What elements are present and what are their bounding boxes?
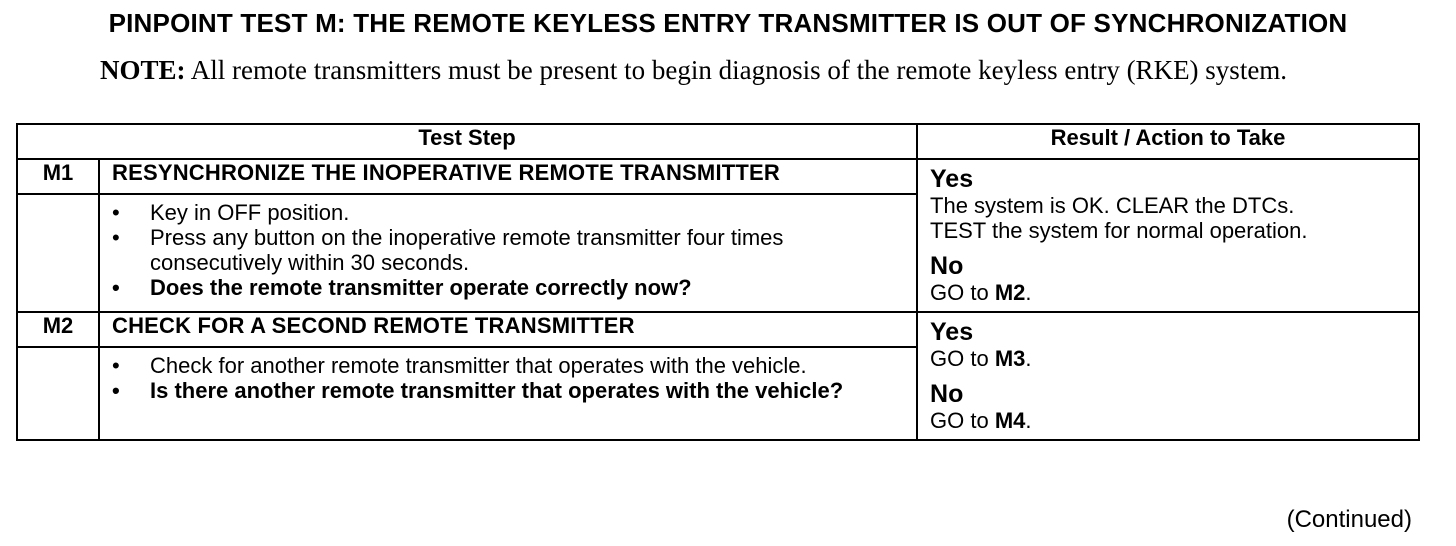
step-reference: M4: [994, 408, 1026, 433]
step-instructions: [99, 347, 917, 440]
result-line: GO to M3.: [930, 346, 1032, 371]
step-m2-title-row: [17, 312, 1419, 347]
result-line: The system is OK. CLEAR the DTCs.: [930, 193, 1295, 218]
list-item: • Key in OFF position.: [112, 200, 350, 225]
bullet-icon: •: [112, 378, 120, 403]
step-m1-title-row: [17, 159, 1419, 194]
step-id-spacer: [17, 194, 99, 312]
step-reference: M3: [994, 346, 1026, 371]
result-line: GO to M4.: [930, 408, 1032, 433]
result-no: [930, 381, 1406, 433]
result-label: No: [930, 252, 964, 280]
step-id-spacer: [17, 347, 99, 440]
result-line: GO to M2.: [930, 280, 1032, 305]
result-line: TEST the system for normal operation.: [930, 218, 1308, 243]
header-result-action: Result / Action to Take: [917, 124, 1419, 159]
list-item-question: • Is there another remote transmitter that operates with the vehicle?: [112, 378, 844, 403]
result-label: Yes: [930, 318, 974, 346]
result-label: Yes: [930, 165, 974, 193]
bullet-icon: •: [112, 225, 120, 250]
bullet-icon: •: [112, 200, 120, 225]
list-item: • Press any button on the inoperative remote transmitter four times consecutively within 30 seconds.: [112, 225, 784, 275]
result-yes: [930, 166, 1406, 243]
result-label: No: [930, 380, 964, 408]
instruction-list: [100, 200, 902, 300]
bullet-icon: •: [112, 353, 120, 378]
step-title: CHECK FOR A SECOND REMOTE TRANSMITTER: [99, 312, 917, 347]
step-instructions: [99, 194, 917, 312]
table-header-row: [17, 124, 1419, 159]
list-item: • Check for another remote transmitter that operates with the vehicle.: [112, 353, 807, 378]
instruction-list: [100, 353, 902, 403]
step-id: M2: [17, 312, 99, 347]
step-title: RESYNCHRONIZE THE INOPERATIVE REMOTE TRANSMITTER: [99, 159, 917, 194]
continued-label: (Continued): [1286, 506, 1412, 533]
result-yes: [930, 319, 1406, 371]
note-paragraph: [100, 55, 1360, 86]
step-id: M1: [17, 159, 99, 194]
header-test-step: Test Step: [17, 124, 917, 159]
note-text: All remote transmitters must be present to begin diagnosis of the remote keyless entry (RKE) system.: [190, 55, 1288, 85]
result-no: [930, 253, 1406, 305]
step-m2-result: [917, 312, 1419, 440]
bullet-icon: •: [112, 275, 120, 300]
page-title: PINPOINT TEST M: THE REMOTE KEYLESS ENTRY TRANSMITTER IS OUT OF SYNCHRONIZATION: [108, 8, 1348, 38]
list-item-question: • Does the remote transmitter operate correctly now?: [112, 275, 692, 300]
note-label: NOTE:: [100, 55, 186, 85]
step-reference: M2: [994, 280, 1026, 305]
pinpoint-test-table: [16, 123, 1420, 441]
step-m1-result: [917, 159, 1419, 312]
